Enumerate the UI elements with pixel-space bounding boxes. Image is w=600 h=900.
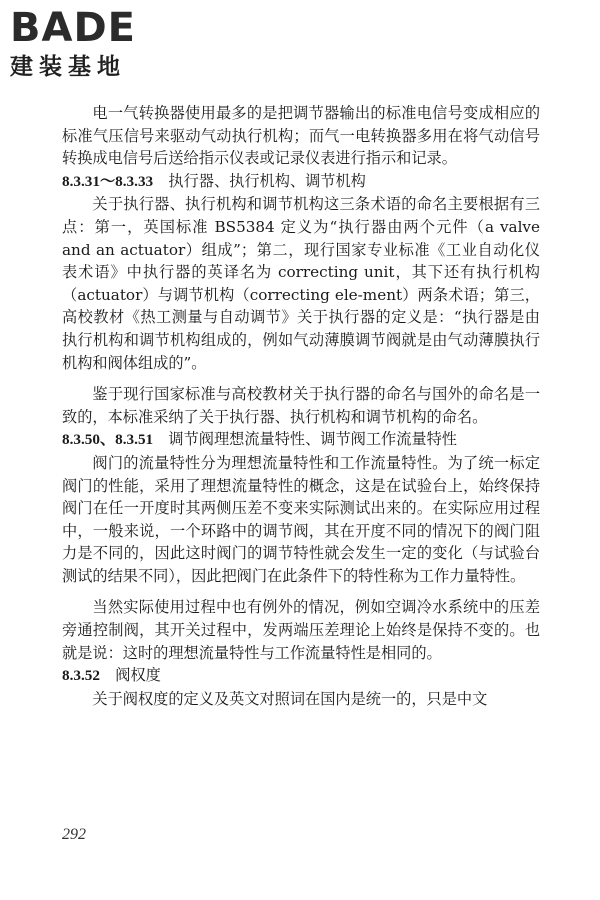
section-number: 8.3.31～8.3.33 bbox=[62, 172, 154, 190]
section-heading-8-3-31 bbox=[62, 170, 540, 194]
intro-paragraph: 电一气转换器使用最多的是把调节器输出的标准电信号变成相应的标准气压信号来驱动气动执行机构；而气一电转换器多用在将气动信号转换成电信号后送给指示仪表或记录仪表进行指示和记录。 bbox=[62, 104, 540, 168]
section-title: 执行器、执行机构、调节机构 bbox=[168, 171, 366, 190]
page-number: 292 bbox=[62, 826, 86, 843]
body-paragraph: 关于阀权度的定义及英文对照词在国内是统一的，只是中文 bbox=[92, 689, 488, 708]
logo-subtitle: 建装基地 bbox=[10, 54, 126, 80]
body-paragraph: 当然实际使用过程中也有例外的情况，例如空调冷水系统中的压差旁通控制阀，其开关过程中，发两端压差理论上始终是保持不变的。也就是说：这时的理想流量特性与工作流量特性是相同的。 bbox=[62, 598, 540, 662]
section-number: 8.3.52 bbox=[62, 667, 100, 685]
section-heading-8-3-50 bbox=[62, 428, 540, 452]
publisher-logo bbox=[10, 6, 180, 82]
body-paragraph: 阀门的流量特性分为理想流量特性和工作流量特性。为了统一标定阀门的性能，采用了理想流量特性的概念，这是在试验台上，始终保持阀门在任一开度时其两侧压差不变来实际测试出来的。在实际应用过程中，一般来说，一个环路中的调节阀，其在开度不同的情况下的阀门阻力是不同的，因此这时阀门的调节特性就会发生一定的变化（与试验台测试的结果不同），因此把阀门在此条件下的特性称为工作力量特性。 bbox=[62, 453, 540, 585]
page-body bbox=[62, 102, 540, 710]
logo-wordmark: BADE bbox=[10, 5, 136, 51]
section-title: 调节阀理想流量特性、调节阀工作流量特性 bbox=[168, 430, 457, 449]
section-number: 8.3.50、8.3.51 bbox=[62, 431, 154, 449]
section-title: 阀权度 bbox=[115, 666, 161, 685]
body-paragraph: 关于执行器、执行机构和调节机构这三条术语的命名主要根据有三点：第一，英国标准 BS5384 定义为“执行器由两个元件（a valve and an actuator）组成”；第二，现行国家专业标准《工业自动化仪表术语》中执行器的英译名为 correcting unit，其下还有执行机构（actuator）与调节机构（correcting ele-ment）两条术语；第三，高校教材《热工测量与自动调节》关于执行器的定义是：“执行器是由执行机构和调节机构组成的，例如气动薄膜调节阀就是由气动薄膜执行机构和阀体组成的”。 bbox=[62, 195, 540, 372]
section-heading-8-3-52 bbox=[62, 664, 540, 688]
body-paragraph: 鉴于现行国家标准与高校教材关于执行器的命名与国外的命名是一致的，本标准采纳了关于执行器、执行机构和调节机构的命名。 bbox=[62, 385, 540, 426]
